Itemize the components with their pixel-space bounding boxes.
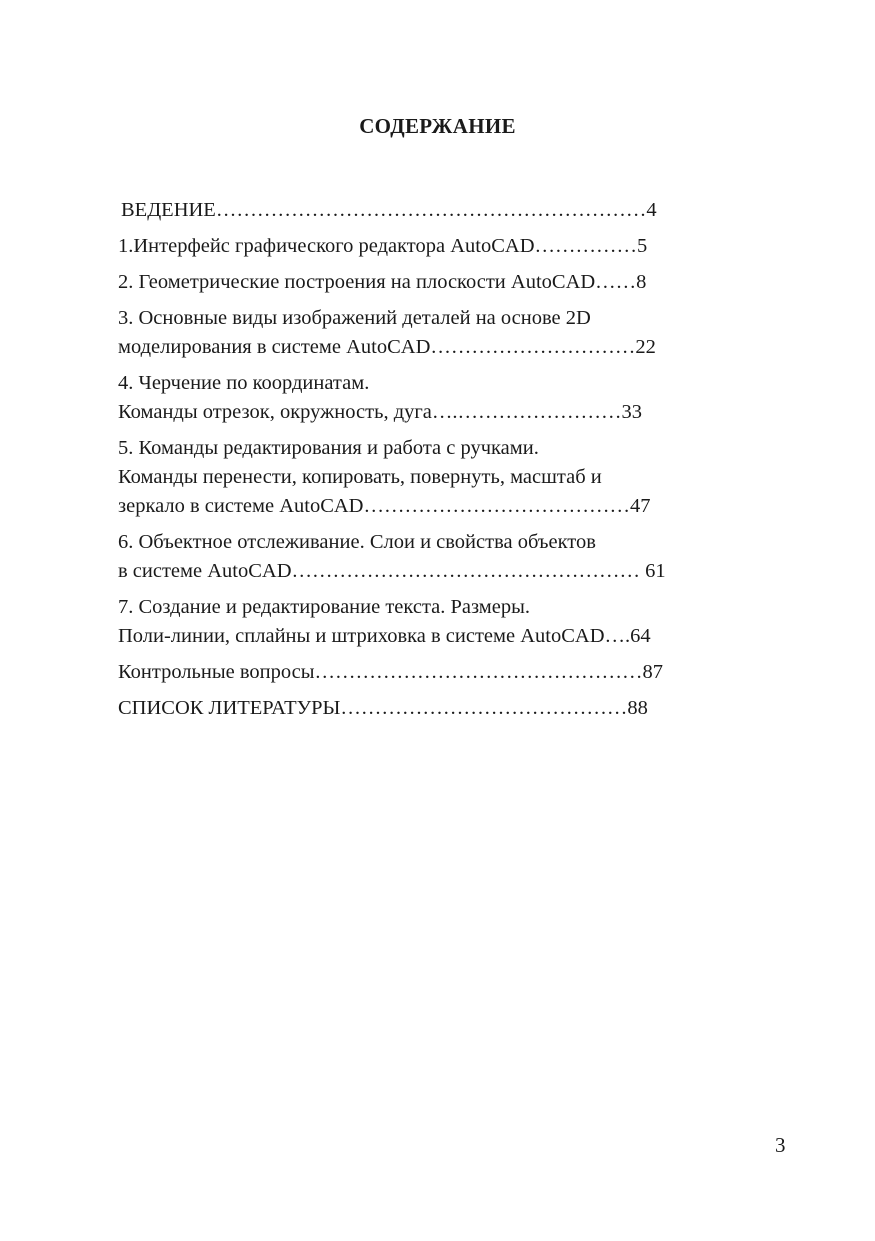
toc-entry-line: ВЕДЕНИЕ………………………………………………………4 [121,199,657,221]
toc-entry-line: 5. Команды редактирования и работа с ручками. [118,437,539,459]
toc-entry-introduction [118,196,738,225]
toc-title: СОДЕРЖАНИЕ [359,114,516,138]
toc-entry-line: 3. Основные виды изображений деталей на основе 2D [118,307,591,329]
toc-entry-line: Поли-линии, сплайны и штриховка в системе AutoCAD….64 [118,625,651,647]
toc-entry-chapter-5 [118,434,738,521]
toc-entry-line: Команды отрезок, окружность, дуга….……………………33 [118,401,643,423]
toc-entry-chapter-3 [118,304,738,362]
toc-entry-line: 4. Черчение по координатам. [118,372,370,394]
toc-entry-line: 1.Интерфейс графического редактора AutoCAD……………5 [118,235,648,257]
toc-entry-line: 2. Геометрические построения на плоскости AutoCAD……8 [118,271,647,293]
table-of-contents [118,196,738,730]
toc-entry-review-questions [118,658,738,687]
toc-entry-line: Контрольные вопросы…………………………………………87 [118,661,664,683]
toc-entry-line: 6. Объектное отслеживание. Слои и свойства объектов [118,531,596,553]
toc-entry-chapter-7 [118,593,738,651]
toc-entry-line: зеркало в системе AutoCAD…………………………………47 [118,495,651,517]
toc-entry-line: СПИСОК ЛИТЕРАТУРЫ……………………………………88 [118,697,648,719]
toc-entry-chapter-4 [118,369,738,427]
toc-entry-bibliography [118,694,738,723]
toc-entry-line: моделирования в системе AutoCAD…………………………22 [118,336,656,358]
toc-entry-chapter-6 [118,528,738,586]
toc-entry-chapter-2 [118,268,738,297]
toc-entry-line: 7. Создание и редактирование текста. Размеры. [118,596,531,618]
toc-entry-line: в системе AutoCAD…………………………………………… 61 [118,560,666,582]
page-number: 3 [775,1133,786,1157]
toc-entry-line: Команды перенести, копировать, повернуть, масштаб и [118,466,602,488]
toc-entry-chapter-1 [118,232,738,261]
